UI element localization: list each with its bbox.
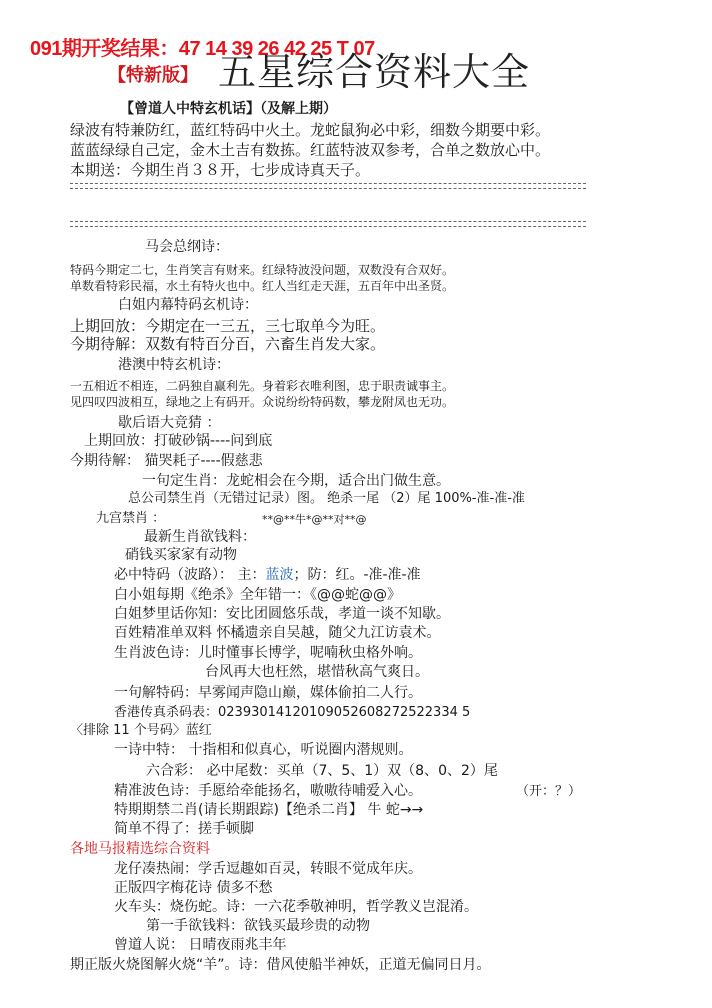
poem-line: 上期回放：今期定在一三五，三七取单今为旺。 — [70, 317, 386, 335]
poem-line: 硝钱买家家有动物 — [125, 547, 237, 563]
poem-line: 百姓精准单双料 怀橘遗亲自吴越，随父九江访袁术。 — [114, 625, 441, 641]
special-edition-badge: 【特新版】 — [108, 65, 198, 86]
label: 必中特码（波路）： 主： — [114, 567, 266, 583]
highlight-text: 蓝波 — [265, 567, 294, 583]
poem-line: 火车头：烧伤蛇。诗：一六花季敬神明，哲学教义岂混淆。 — [114, 899, 478, 915]
value: ；防：红。-准-准-准 — [293, 567, 421, 583]
value: （开：？） — [516, 784, 582, 799]
poem-line: 曾道人说： 日晴夜雨兆丰年 — [114, 937, 287, 953]
section-heading-yuqian: 最新生肖欲钱料： — [144, 529, 256, 545]
poem-line — [114, 568, 421, 583]
poem-line: 一句定生肖：龙蛇相会在今期，适合出门做生意。 — [142, 473, 450, 489]
poem-line: 今期待解：双数有特百分百，六畜生肖发大家。 — [70, 335, 386, 353]
poem-line: 一诗中特： 十指相和似真心，听说圈内潜规则。 — [114, 742, 413, 758]
poem-line: 总公司禁生肖（无错过记录）图。 绝杀一尾 （2）尾 100%-准-准-准 — [128, 491, 525, 506]
section-heading-mabao: 各地马报精选综合资料 — [70, 841, 210, 857]
section-heading-baijie: 白姐内幕特码玄机诗： — [118, 297, 258, 313]
divider — [70, 221, 586, 227]
draw-result-banner: 091期开奖结果：47 14 39 26 42 25 T 07 — [30, 38, 375, 60]
section-heading-mahui: 马会总纲诗： — [145, 239, 229, 255]
poem-line: 白姐梦里话你知：安比团圆悠乐哉，孝道一谈不知歇。 — [114, 606, 450, 622]
poem-line: 一句解特码：早雾闻声隐山巅，媒体偷拍二人行。 — [114, 685, 422, 701]
poem-line: 见四叹四波相互，绿地之上有码开。众说纷纷特码数，攀龙附凤也无功。 — [70, 395, 455, 409]
poem-line: 〈排除 11 个号码〉蓝红 — [70, 723, 212, 738]
poem-line: 香港传真杀码表：02393014120109052608272522334 5 — [114, 705, 471, 720]
poem-line: 精准波色诗：手愿给牵能扬名，嗷嗷待哺爱入心。 — [114, 783, 422, 799]
section-heading-zeng: 【曾道人中特玄机话】（及解上期） — [120, 101, 337, 117]
poem-line: 特期期禁二肖(请长期跟踪)【绝杀二肖】 牛 蛇→→ — [114, 802, 424, 818]
poem-line: 上期回放：打破砂锅----问到底 — [84, 433, 273, 449]
page-title: 五星综合资料大全 — [218, 50, 531, 94]
poem-line: 正版四字梅花诗 债多不愁 — [114, 880, 273, 896]
poem-line: 台风再大也枉然，堪惜秋高气爽日。 — [205, 664, 429, 680]
section-heading-gangao: 港澳中特玄机诗： — [118, 357, 230, 373]
poem-line: 绿波有特兼防红，蓝红特码中火土。龙蛇鼠狗必中彩，细数今期要中彩。 — [70, 121, 551, 139]
poem-line: 单数看特彩民福，水土有特火也中。红人当红走天涯，五百年中出圣贤。 — [70, 279, 455, 293]
section-heading-xiehouyu: 歇后语大竞猜 ： — [118, 415, 221, 431]
poem-line: 龙仔凑热闹：学舌逗趣如百灵，转眼不觉成年庆。 — [114, 861, 422, 877]
poem-line: 六合彩： 必中尾数：买单（7、5、1）双（8、0、2）尾 — [146, 763, 498, 779]
poem-line: 生肖波色诗：儿时懂事长博学，呢喃秋虫格外响。 — [114, 645, 422, 661]
divider — [70, 183, 586, 189]
poem-line: 简单不得了：搓手顿脚 — [114, 821, 254, 837]
poem-line: 蓝蓝绿绿自己定，金木土吉有数拣。红蓝特波双参考，合单之数放心中。 — [70, 141, 551, 159]
poem-line: 一五相近不相连，二码独自赢利先。身着彩衣唯利图，忠于职责诚事主。 — [70, 379, 455, 393]
poem-line: 特码今期定二七，生肖笑言有财来。红绿特波没问题，双数没有合双好。 — [70, 263, 455, 277]
poem-line: 第一手欲钱料：欲钱买最珍贵的动物 — [146, 918, 370, 934]
poem-line: 今期待解： 猫哭耗子----假慈悲 — [70, 453, 263, 469]
poem-line: 白小姐每期《绝杀》全年错一：《@@蛇@@》 — [114, 587, 401, 603]
value: **@**牛*@**对**@ — [262, 513, 367, 526]
poem-line: 本期送：今期生肖３８开，七步成诗真天子。 — [70, 161, 371, 179]
poem-line: 期正版火烧图解火烧“羊”。诗：借风使船半神妖，正道无偏同日月。 — [70, 957, 491, 973]
label: 九宫禁肖 ： — [96, 511, 166, 526]
